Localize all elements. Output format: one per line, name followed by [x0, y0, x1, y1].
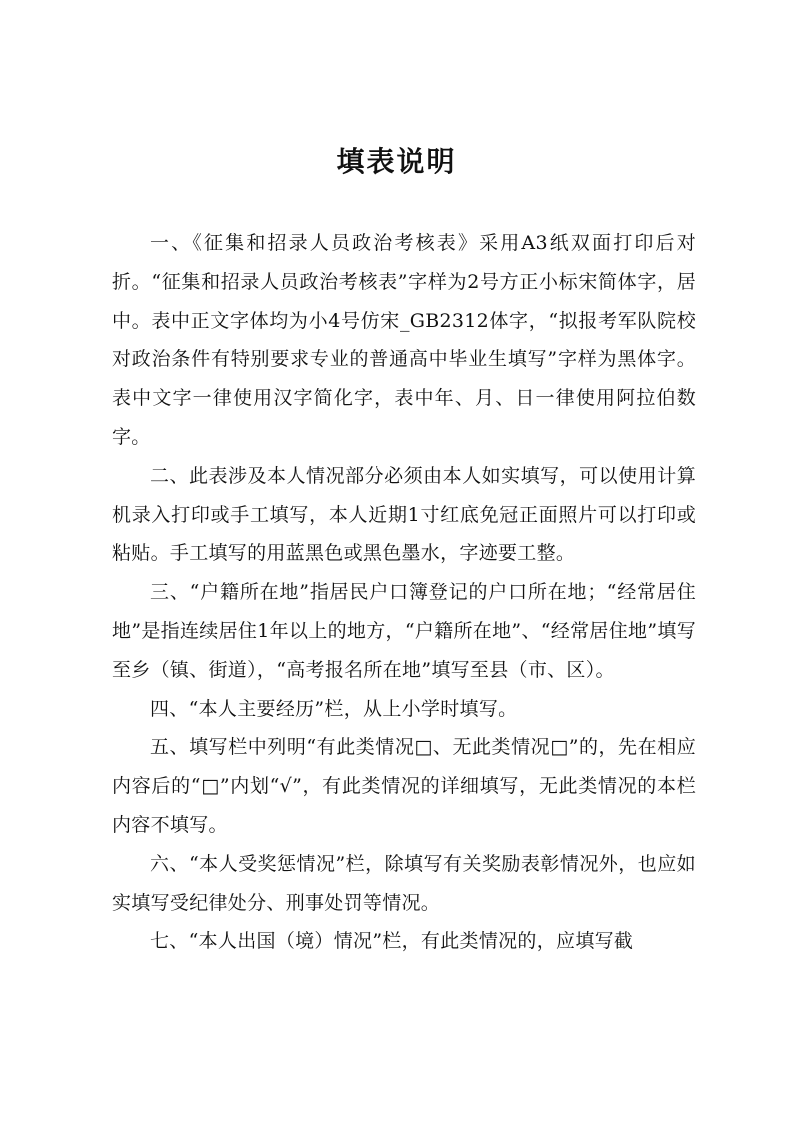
instruction-paragraph-1: 一、《征集和招录人员政治考核表》采用A3纸双面打印后对折。“征集和招录人员政治考核表”字样为2号方正小标宋简体字，居中。表中正文字体均为小4号仿宋_GB2312体字，“拟报考军队院校对政治条件有特别要求专业的普通高中毕业生填写”字样为黑体字。表中文字一律使用汉字简化字，表中年、月、日一律使用阿拉伯数字。 [112, 232, 696, 448]
instruction-paragraph-6: 六、“本人受奖惩情况”栏，除填写有关奖励表彰情况外，也应如实填写受纪律处分、刑事处罚等情况。 [112, 852, 696, 914]
instruction-paragraph-4: 四、“本人主要经历”栏，从上小学时填写。 [150, 697, 518, 720]
instruction-paragraph-2: 二、此表涉及本人情况部分必须由本人如实填写，可以使用计算机录入打印或手工填写，本人近期1寸红底免冠正面照片可以打印或粘贴。手工填写的用蓝黑色或黑色墨水，字迹要工整。 [112, 464, 696, 565]
instruction-paragraph-5: 五、填写栏中列明“有此类情况□、无此类情况□”的，先在相应内容后的“□”内划“√”，有此类情况的详细填写，无此类情况的本栏内容不填写。 [112, 736, 696, 836]
page-title: 填表说明 [336, 145, 457, 178]
instruction-paragraph-3: 三、“户籍所在地”指居民户口簿登记的户口所在地；“经常居住地”是指连续居住1年以上的地方，“户籍所在地”、“经常居住地”填写至乡（镇、街道），“高考报名所在地”填写至县（市、区）。 [112, 581, 696, 681]
instruction-paragraph-7: 七、“本人出国（境）情况”栏，有此类情况的，应填写截 [150, 930, 634, 953]
instructions-body [112, 224, 696, 961]
